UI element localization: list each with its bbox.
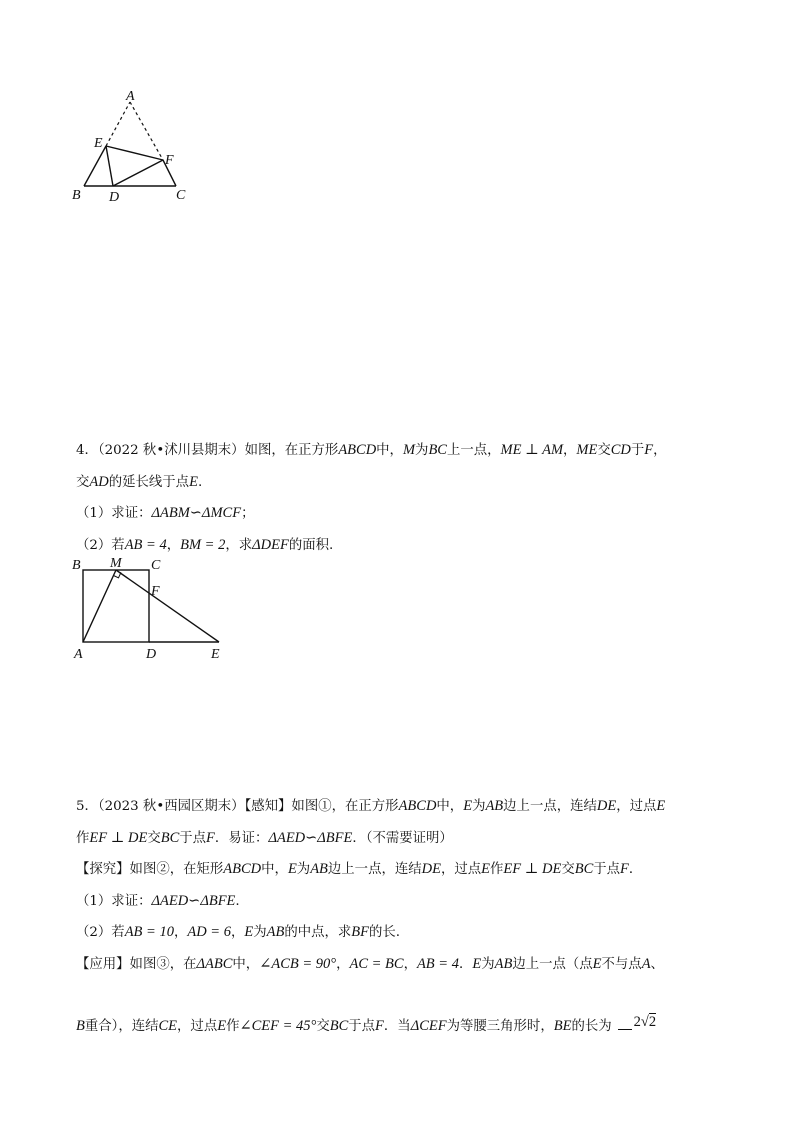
label-a: A bbox=[74, 647, 83, 662]
segment-me bbox=[116, 570, 219, 642]
answer-underline bbox=[618, 1017, 632, 1030]
label-c: C bbox=[151, 558, 161, 573]
figure-1-diagram bbox=[64, 90, 194, 210]
q4-line-3: （1）求证：ΔABM∽ΔMCF； bbox=[76, 505, 255, 521]
figure-2-diagram bbox=[64, 556, 234, 664]
segment-df bbox=[113, 160, 163, 186]
answer-value bbox=[634, 1015, 656, 1030]
label-f: F bbox=[151, 584, 160, 599]
segment-be bbox=[84, 146, 106, 186]
answer-coefficient: 2 bbox=[633, 1014, 641, 1030]
q5-line-2: 作EF ⊥ DE交BC于点F．易证：ΔAED∽ΔBFE．（不需要证明） bbox=[76, 830, 453, 846]
segment-ea-dashed bbox=[106, 102, 130, 146]
label-e: E bbox=[94, 136, 103, 151]
label-a: A bbox=[126, 90, 135, 104]
label-m: M bbox=[110, 556, 122, 571]
label-b: B bbox=[72, 558, 81, 573]
segment-ef bbox=[106, 146, 163, 160]
q4-line-2: 交AD的延长线于点E. bbox=[76, 474, 203, 490]
label-c: C bbox=[176, 188, 186, 203]
square-abcd bbox=[83, 570, 149, 642]
q5-line-4: （1）求证：ΔAED∽ΔBFE. bbox=[76, 893, 240, 909]
segment-af-dashed bbox=[130, 102, 163, 160]
q5-line-3: 【探究】如图②，在矩形ABCD中，E为AB边上一点，连结DE，过点E作EF ⊥ DE交BC于点F． bbox=[76, 861, 643, 877]
label-e: E bbox=[211, 647, 220, 662]
sqrt-sign: √ bbox=[640, 1014, 649, 1030]
q5-line-1: 5．（2023 秋•西园区期末）【感知】如图①，在正方形ABCD中，E为AB边上一点，连结DE，过点E bbox=[76, 798, 666, 814]
q4-line-1: 4．（2022 秋•沭川县期末）如图，在正方形ABCD中，M为BC上一点，ME ⊥ AM，ME交CD于F， bbox=[76, 442, 667, 458]
q5-line-6: 【应用】如图③，在ΔABC中，∠ACB = 90°，AC = BC，AB = 4．E为AB边上一点（点E不与点A、 bbox=[76, 956, 664, 972]
label-d: D bbox=[146, 647, 157, 662]
q4-line-4: （2）若AB = 4，BM = 2，求ΔDEF的面积. bbox=[76, 537, 334, 553]
label-f: F bbox=[165, 153, 174, 168]
q5-line-5: （2）若AB = 10，AD = 6，E为AB的中点，求BF的长. bbox=[76, 924, 401, 940]
answer-radicand: 2 bbox=[648, 1014, 657, 1030]
segment-am bbox=[83, 570, 116, 642]
label-b: B bbox=[72, 188, 81, 203]
q5-line-7: B重合），连结CE，过点E作∠CEF = 45°交BC于点F．当ΔCEF为等腰三角形时，BE的长为 2√2 bbox=[76, 1014, 657, 1034]
segment-ed bbox=[106, 146, 113, 186]
figure-1 bbox=[64, 90, 194, 210]
figure-2 bbox=[64, 556, 234, 664]
label-d: D bbox=[109, 190, 120, 205]
